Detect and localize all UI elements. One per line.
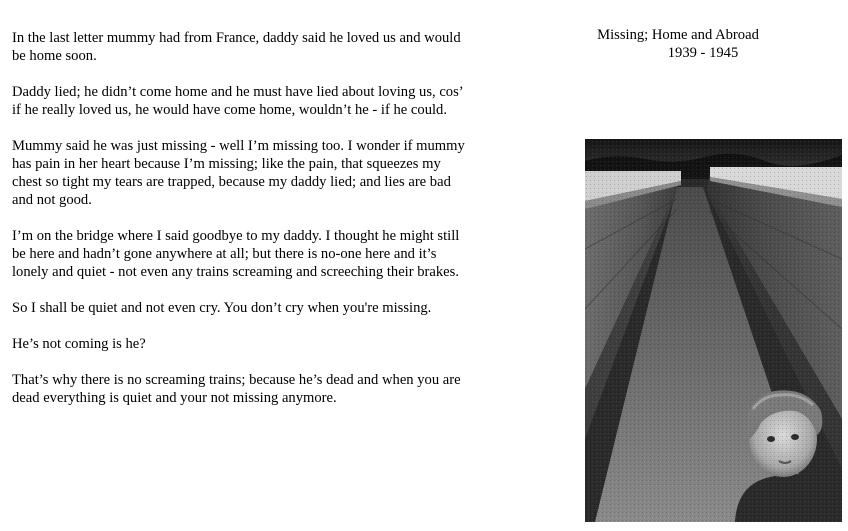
story-paragraph-7: That’s why there is no screaming trains; because he’s dead and when you are dead everything is quiet and your not missing anymore.	[12, 372, 461, 406]
story-paragraph-3: Mummy said he was just missing - well I’m missing too. I wonder if mummy has pain in her heart because I’m missing; like the pain, that squeezes my chest so tight my tears are trapped, because my daddy lied; and lies are bad and not good.	[12, 138, 465, 208]
story-paragraph-6: He’s not coming is he?	[12, 336, 146, 352]
story-paragraph-1: In the last letter mummy had from France, daddy said he loved us and would be home soon.	[12, 30, 461, 64]
heading-title: Missing; Home and Abroad	[597, 27, 759, 43]
story-text	[12, 29, 474, 425]
page-heading	[560, 26, 796, 62]
bridge-photo-image	[585, 139, 842, 522]
story-paragraph-2: Daddy lied; he didn’t come home and he must have lied about loving us, cos’ if he really loved us, he would have come home, wouldn’t he - if he could.	[12, 84, 463, 118]
story-paragraph-5: So I shall be quiet and not even cry. You don’t cry when you're missing.	[12, 300, 432, 316]
heading-years: 1939 - 1945	[667, 45, 739, 61]
bridge-photo	[585, 139, 842, 522]
story-paragraph-4: I’m on the bridge where I said goodbye to my daddy. I thought he might still be here and hadn’t gone anywhere at all; but there is no-one here and it’s lonely and quiet - not even any trains screaming and screeching their brakes.	[12, 228, 460, 280]
